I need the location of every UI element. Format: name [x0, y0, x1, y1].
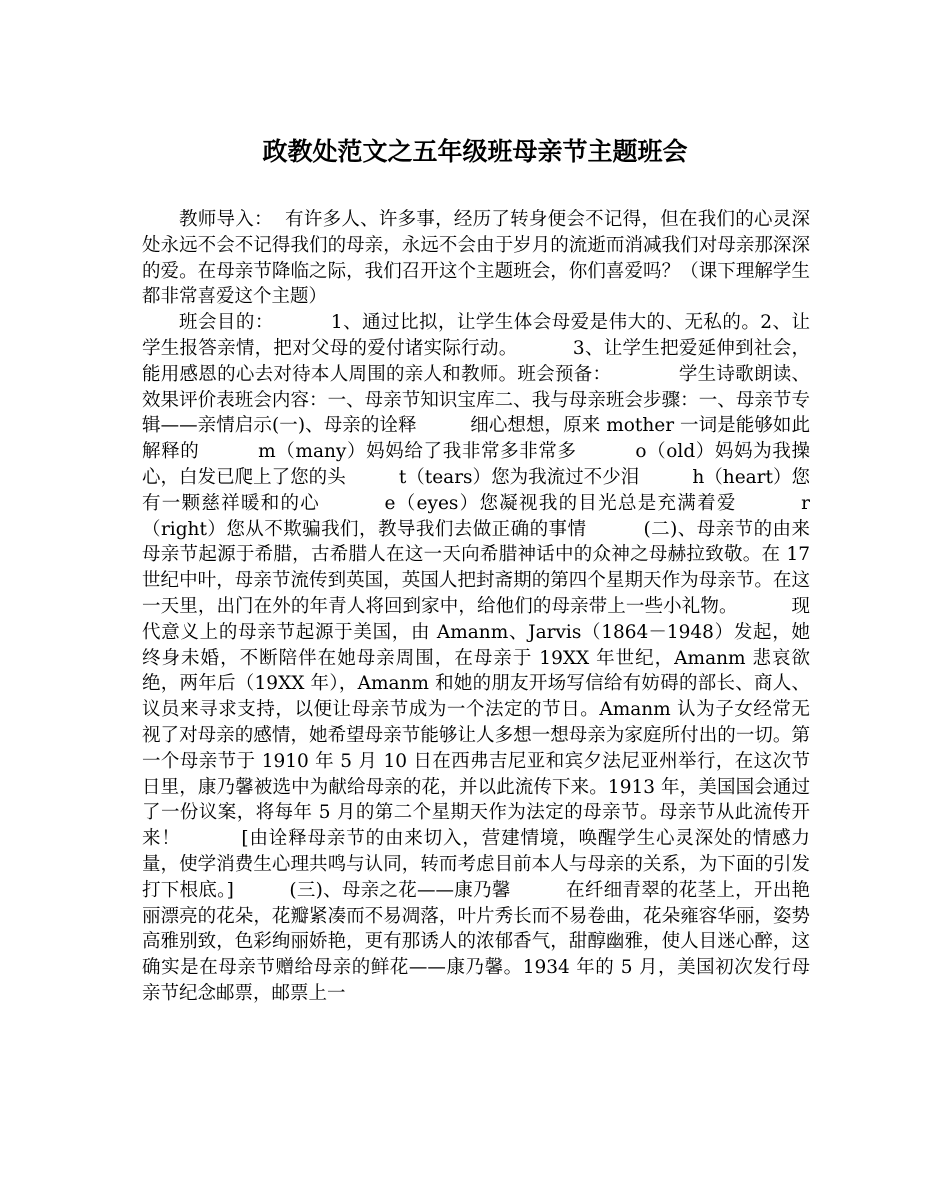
document-title: 政教处范文之五年级班母亲节主题班会: [262, 137, 688, 166]
document-body: [142, 207, 863, 1007]
paragraph-introduction: 教师导入： 有许多人、许多事，经历了转身便会不记得，但在我们的心灵深处永远不会不记得我们的母亲，永远不会由于岁月的流逝而消减我们对母亲那深深的爱。在母亲节降临之际，我们召开这个主题班会，你们喜爱吗？（课下理解学生都非常喜爱这个主题）: [142, 209, 810, 308]
paragraph-class-meeting: 班会目的： 1、通过比拟，让学生体会母爱是伟大的、无私的。2、让学生报答亲情，把对父母的爱付诸实际行动。 3、让学生把爱延伸到社会，能用感恩的心去对待本人周围的亲人和教师。班会预备： 学生诗歌朗读、效果评价表班会内容：一、母亲节知识宝库二、我与母亲班会步骤：一、母亲节专辑——亲情启示(一)、母亲的诠释 细心想想，原来 mother 一词是能够如此解释的 m（many）妈妈给了我非常多非常多 o（old）妈妈为我操心，白发已爬上了您的头 t（tears）您为我流过不少泪 h（heart）您有一颗慈祥暖和的心 e（eyes）您凝视我的目光总是充满着爱 r（right）您从不欺骗我们，教导我们去做正确的事情 (二)、母亲节的由来 母亲节起源于希腊，古希腊人在这一天向希腊神话中的众神之母赫拉致敬。在 17 世纪中叶，母亲节流传到英国，英国人把封斋期的第四个星期天作为母亲节。在这一天里，出门在外的年青人将回到家中，给他们的母亲带上一些小礼物。 现代意义上的母亲节起源于美国，由 Amanm、Jarvis（1864－1948）发起，她终身未婚，不断陪伴在她母亲周围，在母亲于 19XX 年世纪，Amanm 悲哀欲绝，两年后（19XX 年），Amanm 和她的朋友开场写信给有妨碍的部长、商人、议员来寻求支持，以便让母亲节成为一个法定的节日。Amanm 认为子女经常无视了对母亲的感情，她希望母亲节能够让人多想一想母亲为家庭所付出的一切。第一个母亲节于 1910 年 5 月 10 日在西弗吉尼亚和宾夕法尼亚州举行，在这次节日里，康乃馨被选中为献给母亲的花，并以此流传下来。1913 年，美国国会通过了一份议案，将每年 5 月的第二个星期天作为法定的母亲节。母亲节从此流传开来！ [由诠释母亲节的由来切入，营建情境，唤醒学生心灵深处的情感力量，使学消费生心理共鸣与认同，转而考虑目前本人与母亲的关系，为下面的引发打下根底。] (三)、母亲之花——康乃馨 在纤细青翠的花茎上，开出艳丽漂亮的花朵，花瓣紧凑而不易凋落，叶片秀长而不易卷曲，花朵雍容华丽，姿势高雅别致，色彩绚丽娇艳，更有那诱人的浓郁香气，甜醇幽雅，使人目迷心醉，这确实是在母亲节赠给母亲的鲜花——康乃馨。1934 年的 5 月，美国初次发行母亲节纪念邮票，邮票上一: [142, 312, 863, 1004]
